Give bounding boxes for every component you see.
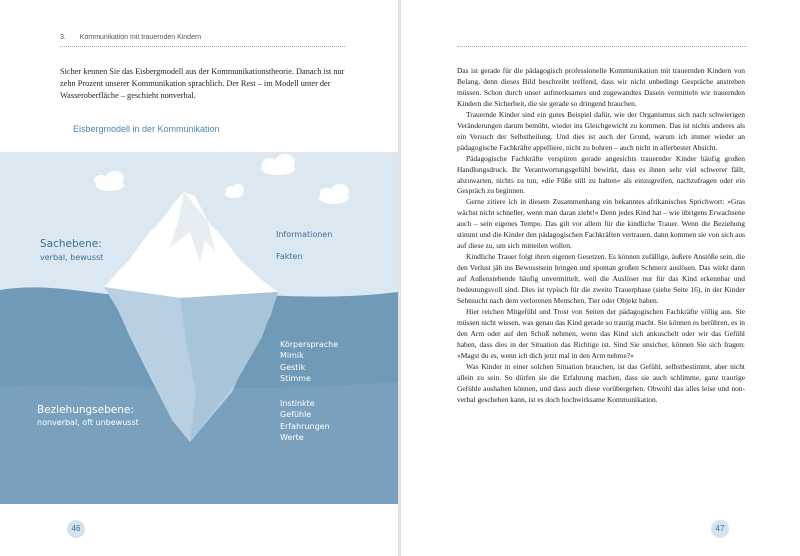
paragraph: Gerne zitiere ich in diesem Zusammenhang ein bekanntes afrikanisches Sprichwort: »Gras wächst nicht schneller, wenn man daran zieht!« Denn jedes Kind hat – wie übrigens Erwachsene auch – sein eigenes Tempo. Das gilt vor allem für die kindliche Trauer. Wenn die Beziehung stimmt und die Kinder den pädagogischen Fachkräften vertrauen, dann kommen sie von sich aus auf diese zu, um sich mitteilen wollen. xyxy=(457,197,745,251)
beziehungsebene-subtitle: nonverbal, oft unbewusst xyxy=(37,418,139,427)
iceberg-illustration xyxy=(0,152,398,504)
left-page xyxy=(0,0,398,556)
label-koerpersprache: Körpersprache xyxy=(280,340,339,349)
header-rule-right xyxy=(457,46,747,47)
intro-paragraph: Sicher kennen Sie das Eisbergmodell aus der Kommunikationstheorie. Danach ist nur zehn Prozent unserer Kommunikation sprachlich. Der Rest – im Modell unter der Wasseroberfläche – geschieht nonverbal. xyxy=(60,67,345,100)
label-fakten: Fakten xyxy=(276,252,303,261)
chapter-title: Kommunikation mit trauernden Kindern xyxy=(79,34,202,41)
label-gestik: Gestik xyxy=(280,362,306,372)
running-head xyxy=(60,34,201,41)
page-number-right: 47 xyxy=(711,520,729,538)
label-stimme: Stimme xyxy=(280,374,311,384)
paragraph: Hier reichen Mitgefühl und Trost von Seiten der pädagogischen Fachkräfte völlig aus. Sie müssen nicht wissen, was genau das Kind gerade so traurig macht. Sie können es berühren, es in den Arm oder auf den Schoß nehmen, wenn das Kind sich ankuschelt oder wir das Gefühl haben, dass dies in der Situation das Richtige ist. Sind Sie unsicher, können Sie sich fragen: »Magst du es, wenn ich dich jetzt mal in den Arm nehme?« xyxy=(457,306,745,360)
paragraph: Was Kinder in einer solchen Situation brauchen, ist das Gefühl, selbstbestimmt, aber nicht allein zu sein. So dürfen sie die Erfahrung machen, dass sie auch schlimme, ganz traurige Gefühle aushalten können, und dass auch diese vorübergehen. Obwohl das alles leise und non-verbal geschehen kann, ist es doch hochwirksame Kommunikation. xyxy=(457,361,745,404)
label-mimik: Mimik xyxy=(280,351,304,361)
label-instinkte: Instinkte xyxy=(280,399,315,408)
nonverbal-signals-list xyxy=(280,339,338,385)
chapter-number: 3. xyxy=(60,34,66,41)
paragraph: Kindliche Trauer folgt ihren eigenen Gesetzen. Es können zufällige, äußere Anstöße sein, die den Verlust jäh ins Bewusstsein bringen und spontan großen Schmerz auslösen. Das wirkt dann auf Außenstehende häufig unvermittelt, weil die Auslöser nur für das Kind erkennbar und bedeutungsvoll sind. Dies ist typisch für die zweite Trauerphase (siehe Seite 16), in der Kinder Sehnsucht nach dem verlorenen Menschen, Tier oder Objekt haben. xyxy=(457,252,745,306)
paragraph: Trauernde Kinder sind ein gutes Beispiel dafür, wie der Organismus sich nach schwierigen Veränderungen darum bemüht, wieder ins Gleichgewicht zu kommen. Das ist nichts anderes als ein Versuch der Selbstheilung. Und dies ist auch der Grund, warum ich immer wieder an pädagogische Fachkräfte appelliere, nicht zu bohren – auch nicht in allerbester Absicht. xyxy=(457,109,745,152)
paragraph: Pädagogische Fachkräfte verspüren gerade angesichts trauernder Kinder häufig großen Handlungsdruck. Ihr Verantwortungsgefühl bewirkt, dass es ihnen sehr viel schwerer fällt, abzuwarten, nichts zu tun, »die Füße still zu halten« als einzugreifen, nachzufragen oder ein Gespräch zu beginnen. xyxy=(457,153,745,196)
label-gefuehle: Gefühle xyxy=(280,410,312,420)
page-number-left: 46 xyxy=(67,520,85,538)
header-rule xyxy=(60,46,345,47)
sachebene-subtitle: verbal, bewusst xyxy=(40,253,104,262)
label-werte: Werte xyxy=(280,433,304,443)
label-erfahrungen: Erfahrungen xyxy=(280,421,330,431)
iceberg-figure xyxy=(0,152,398,504)
beziehungsebene-title: Beziehungsebene: xyxy=(37,404,134,416)
label-informationen: Informationen xyxy=(276,230,333,239)
figure-title: Eisbergmodell in der Kommunikation xyxy=(73,124,220,134)
body-text xyxy=(457,66,745,406)
inner-factors-list xyxy=(280,398,330,444)
right-page xyxy=(401,0,800,556)
sachebene-title: Sachebene: xyxy=(40,238,102,250)
paragraph: Das ist gerade für die pädagogisch professionelle Kommunikation mit trauernden Kindern von Belang, denn dieses Bild beschreibt treffend, dass wir nicht unbedingt Gespräche anstreben müssen. Schon durch unser aufmerksames und zugewandtes Dasein vermitteln wir trauernden Kindern die Sicherheit, die sie gerade so dringend brauchen. xyxy=(457,66,745,108)
